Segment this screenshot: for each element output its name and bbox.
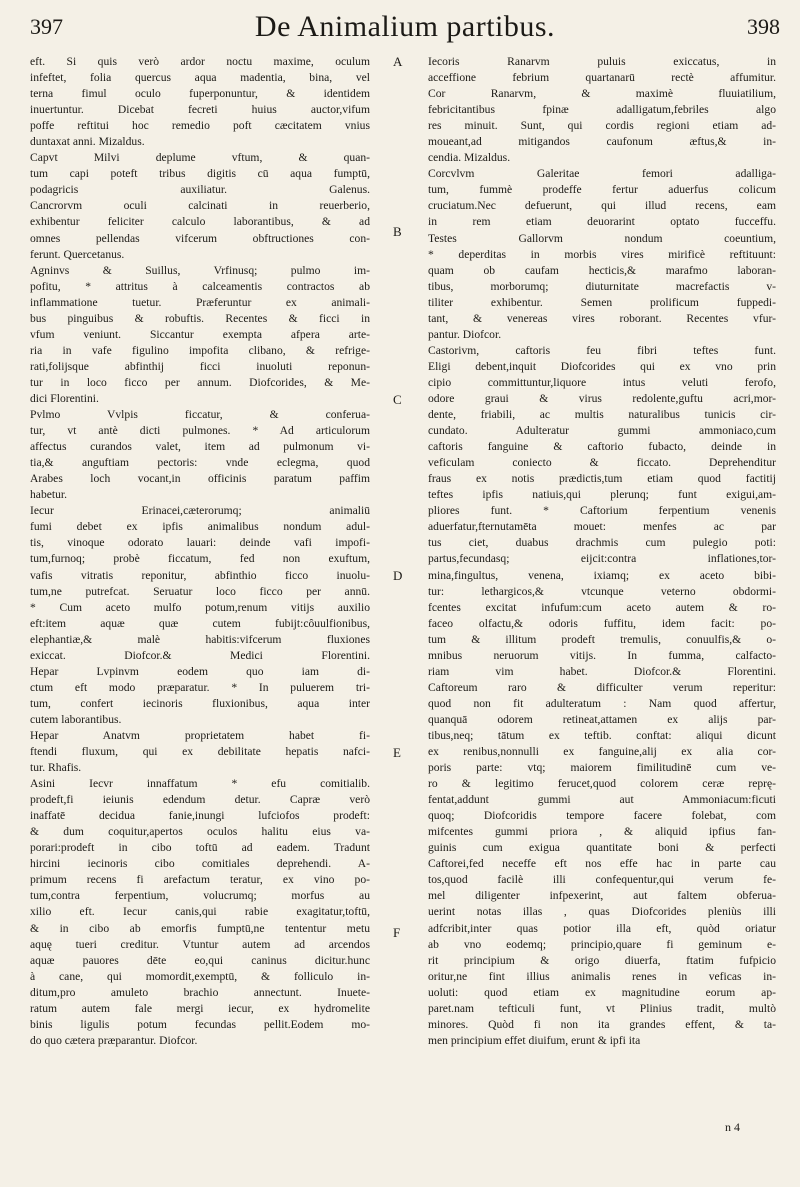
text-line: fcentes excitat infufum:cum aceto autem & ro-	[428, 600, 776, 614]
text-line: Testes Gallorvm nondum coeuntium,	[428, 231, 776, 245]
text-line: tur. Rhafis.	[30, 761, 82, 775]
text-line: men principium effet diuifum, erunt & ipfi ita	[428, 1033, 641, 1047]
text-line: cendia. Mizaldus.	[428, 151, 511, 165]
margin-letter: B	[393, 224, 402, 239]
text-line: à cane, qui momordit,exemptū, & folliculo in-	[30, 969, 370, 983]
text-line: tant, & venereas vires roborant. Recentes vfur-	[428, 311, 776, 325]
text-line: faceo olfactu,& odoris fuffitu, idem facit: po-	[428, 616, 776, 630]
text-line: tur: lethargicos,& vtcunque veterno obdormi-	[428, 584, 776, 598]
page-title: De Animalium partibus.	[254, 10, 556, 43]
text-line: fumi debet ex ipfis animalibus nondum adul-	[30, 520, 370, 534]
running-header	[30, 10, 780, 44]
right-text-column	[428, 54, 776, 1049]
margin-letter: E	[393, 745, 401, 760]
text-line: Capvt Milvi deplume vftum, & quan-	[30, 151, 370, 165]
text-line: Arabes loch vocant,in officinis paratum paffim	[30, 472, 370, 486]
text-line: poffe reftitui hoc remedio poft cæcitatem vnius	[30, 119, 370, 133]
text-line: ctum eft modo præparatur. * In puluerem tri-	[30, 680, 370, 694]
text-line: xilio eft. Iecur canis,qui rabie exagitatur,toftū,	[30, 905, 370, 919]
text-line: & in cibo ab emorfis fumptū,ne tententur metu	[30, 921, 370, 935]
text-line: podagricis auxiliatur. Galenus.	[30, 183, 370, 197]
text-line: Cor Ranarvm, & maximè fluuiatilium,	[428, 87, 776, 101]
text-line: tiliter exhibentur. Semen prolificum fuppedi-	[428, 295, 776, 309]
text-line: tibus,neq; tātum ex teftib. conftat: aliqui dicunt	[428, 728, 776, 742]
text-line: Agninvs & Suillus, Vrfinusq; pulmo im-	[30, 263, 370, 277]
text-line: affectus curandos valet, item ad pulmonum vi-	[30, 440, 370, 454]
text-line: exhibentur feliciter calculo laborantibus, & ad	[30, 215, 370, 229]
text-line: guinis cum exigua quantitate boni & perfecti	[428, 841, 776, 855]
text-line: oritur,ne fint illius animalis renes in veficas in-	[428, 969, 776, 983]
text-line: mifcentes gummi priora , & aliquid ipfius fan-	[428, 825, 776, 839]
text-line: quanquā odorem retineat,attamen ex alijs par-	[428, 712, 776, 726]
text-line: Iecur Erinacei,cæterorumq; animaliū	[30, 504, 370, 518]
text-line: mnibus neruorum vitijs. In fumma, calfacto-	[428, 648, 776, 662]
text-line: porari:prodeft in cibo toftū ad eadem. Tradunt	[30, 841, 370, 855]
text-line: tum,ne putrefcat. Seruatur loco ficco per annū.	[30, 584, 370, 598]
text-line: tum capi poteft tribus digitis cū aqua fumptū,	[30, 167, 370, 181]
text-line: ditum,pro amuleto brachio annectunt. Inuete-	[30, 985, 370, 999]
text-line: Hepar Anatvm proprietatem habet fi-	[30, 728, 370, 742]
margin-section-letters	[393, 54, 415, 954]
text-line: elephantiæ,& malè habitis:vifcerum fluxiones	[30, 632, 370, 646]
catchword: n 4	[725, 1120, 740, 1134]
text-line: tibus, morborumq; diuturnitate macrefactis v-	[428, 279, 776, 293]
text-line: eft. Si quis verò ardor noctu maxime, oculum	[30, 55, 370, 68]
text-line: fentat,addunt gummi aut Ammoniacum:ficuti	[428, 793, 776, 807]
text-line: cipio committuntur,liquore intus veluti ferofo,	[428, 375, 776, 389]
text-line: tur in loco ficco per annum. Diofcorides, & Me-	[30, 375, 370, 389]
text-line: tus ciet, duabus drachmis cum pulegio poti:	[428, 536, 776, 550]
text-line: moueant,ad mitigandos caufonum æftus,& in-	[428, 135, 776, 149]
text-line: res minuit. Sunt, qui cordis regioni etiam ad-	[428, 119, 776, 133]
text-line: adfcribit,inter quas potior illa eft, quòd oriatur	[428, 921, 776, 935]
text-line: Caftorei,fed neceffe eft nos effe hac in parte cau	[428, 857, 776, 871]
text-line: Iecoris Ranarvm puluis exiccatus, in	[428, 55, 776, 68]
text-line: do quo cætera præparantur. Diofcor.	[30, 1033, 198, 1047]
text-line: ab vno eodemq; principio,quare fi geminum e-	[428, 937, 776, 951]
text-line: inuertuntur. Dicebat fecreti huius auctor,vifum	[30, 103, 370, 117]
text-line: Corcvlvm Galeritae femori adalliga-	[428, 167, 776, 181]
text-line: pofitu, * attritus à calceamentis contractos ab	[30, 279, 370, 293]
text-line: teftes ipfis natiuis,qui plerunq; funt exigui,am-	[428, 488, 776, 502]
text-line: aduerfatur,fternutamēta mouet: menfes ac par	[428, 520, 776, 534]
text-line: inflammatione tuetur. Præferuntur ex animali-	[30, 295, 370, 309]
text-line: tum, fummè prodeffe fertur aduerfus colicum	[428, 183, 776, 197]
text-line: vafis vitratis reponitur, abfinthio ficco inuolu-	[30, 568, 370, 582]
text-line: mel diligenter infpexerint, aut faltem obferua-	[428, 889, 776, 903]
text-line: ro & legitimo ferucet,quod colorem ceræ reprę-	[428, 777, 776, 791]
margin-letter: F	[393, 925, 401, 940]
page-number-left: 397	[30, 14, 63, 39]
text-line: in rem etiam deuorarint optato fucceffu.	[428, 215, 776, 229]
text-line: * deperditas in morbis vires mirificè reftituunt:	[428, 247, 776, 261]
text-line: fraus ex notis prædictis,tum etiam quod factitij	[428, 472, 776, 486]
text-line: eft:item aquæ quæ cutem fubijt:côuulfionibus,	[30, 616, 370, 630]
text-line: riam vim habet. Diofcor.& Florentini.	[428, 664, 776, 678]
text-line: tum,contra ferpentium, volucrumq; morfus au	[30, 889, 370, 903]
text-line: acceffione febrium quartanarū rectè affumitur.	[428, 71, 776, 85]
text-line: prodeft,fi ieiunis edendum detur. Capræ verò	[30, 793, 370, 807]
text-line: inaffatē decidua fanie,inungi lufciofos prodeft:	[30, 809, 370, 823]
text-line: rit principium & origo diuerfa, ftatim fufpicio	[428, 953, 776, 967]
text-line: tur, vt antè dicti pulmones. * Ad articulorum	[30, 424, 370, 438]
text-line: tum,furnoq; probè ficcatum, fed non exuftum,	[30, 552, 370, 566]
text-line: binis ligulis potum fecundas pellit.Eodem mo-	[30, 1017, 370, 1031]
page-number-right: 398	[747, 14, 780, 39]
text-line: habetur.	[30, 488, 68, 502]
text-line: pliores funt. * Caftorium ferpentium venenis	[428, 504, 776, 518]
text-line: bus pinguibus & robuftis. Recentes & ficci in	[30, 311, 370, 325]
margin-letter: D	[393, 568, 403, 583]
text-line: paret.nam tefticuli funt, vt Plinius tradit, multò	[428, 1001, 776, 1015]
text-line: omnes pellendas vifcerum obftructiones con-	[30, 231, 370, 245]
text-line: & dum coquitur,apertos oculos halitu eius va-	[30, 825, 370, 839]
text-line: ratum autem fale mergi iecur, ex hydromelite	[30, 1001, 370, 1015]
text-line: terna fimul oculo fuperponuntur, & identidem	[30, 87, 370, 101]
text-line: aquę tueri creditur. Vtuntur autem ad arcendos	[30, 937, 370, 951]
text-line: partus,fecundasq; eijcit:contra inflationes,tor-	[428, 552, 776, 566]
margin-letter: A	[393, 54, 403, 69]
text-line: aquæ pauores dēte eo,qui caninus dicitur.hunc	[30, 953, 370, 967]
text-line: Eligi debent,inquit Diofcorides qui ex vno prin	[428, 359, 776, 373]
text-line: tum, confert iecinoris fluxionibus, aqua inter	[30, 696, 370, 710]
text-line: poris parte: vtq; maiorem fimilitudinē cum ve-	[428, 761, 776, 775]
text-line: mina,fingultus, venena, ixiamq; ex aceto bibi-	[428, 568, 776, 582]
text-line: Asini Iecvr innaffatum * efu comitialib.	[30, 777, 370, 791]
text-line: infeftet, folia quercus aqua madentia, bina, vel	[30, 71, 370, 85]
text-line: exiccat. Diofcor.& Medici Florentini.	[30, 648, 370, 662]
text-line: cundato. Adulteratur gummi ammoniaco,cum	[428, 424, 776, 438]
text-line: veficulam coniecto & ficcato. Deprehenditur	[428, 456, 776, 470]
text-line: Castorivm, caftoris feu fibri teftes funt.	[428, 343, 776, 357]
text-line: rati,folijsque abfinthij ficci inuoluti reponun-	[30, 359, 370, 373]
text-line: tos,quod facilè illi confequentur,qui verum fe-	[428, 873, 776, 887]
text-line: vfum veniunt. Siccantur exempta afpera arte-	[30, 327, 370, 341]
text-line: cutem laborantibus.	[30, 712, 122, 726]
text-line: uoluti: quod etiam ex magnitudine eorum ap-	[428, 985, 776, 999]
text-line: uerint notas illas , quas Diofcorides pleniùs illi	[428, 905, 776, 919]
text-line: primum recens fi arefactum teratur, ex vino po-	[30, 873, 370, 887]
text-line: Hepar Lvpinvm eodem quo iam di-	[30, 664, 370, 678]
text-line: ferunt. Quercetanus.	[30, 247, 125, 261]
text-line: dente, friabili, ac multis naturalibus tunicis cir-	[428, 408, 776, 422]
text-line: odore graui & virus redolente,guftu acri,mor-	[428, 391, 776, 405]
text-line: Cancrorvm oculi calcinati in reuerberio,	[30, 199, 370, 213]
text-line: tis, vinoque odorato lauari: deinde vafi impofi-	[30, 536, 370, 550]
margin-letter: C	[393, 392, 402, 407]
text-line: Caftoreum raro & difficulter verum reperitur:	[428, 680, 776, 694]
text-line: pantur. Diofcor.	[428, 327, 502, 341]
text-line: quod non fit adulteratum : Nam quod affertur,	[428, 696, 776, 710]
text-line: quam ob caufam hecticis,& marafmo laboran-	[428, 263, 776, 277]
text-line: ftendi fluxum, qui ex debilitate hepatis nafci-	[30, 745, 370, 759]
text-line: tum & illitum prodeft tremulis, conuulfis,& o-	[428, 632, 776, 646]
text-line: febricitantibus fpinæ adalligatum,febriles algo	[428, 103, 776, 117]
text-line: minores. Quòd fi non ita grandes effent, & ta-	[428, 1017, 776, 1031]
text-line: hircini iecinoris cibo comitiales deprehendi. A-	[30, 857, 370, 871]
text-line: * Cum aceto mulfo potum,renum vitijs auxilio	[30, 600, 370, 614]
left-text-column	[30, 54, 370, 1049]
text-line: ria in vafe figulino impofita clibano, & refrige-	[30, 343, 370, 357]
text-line: ex renibus,nonnulli ex fanguine,alij ex alia cor-	[428, 745, 776, 759]
text-line: Pvlmo Vvlpis ficcatur, & conferua-	[30, 408, 370, 422]
text-line: tia,& anguftiam pectoris: vnde eclegma, quod	[30, 456, 370, 470]
text-line: cruciatum.Nec defuerunt, qui illud recens, eam	[428, 199, 776, 213]
text-line: quoq; Diofcoridis tempore facere folebat, com	[428, 809, 776, 823]
text-line: caftoris fanguine & caftorio fubacto, deinde in	[428, 440, 776, 454]
text-line: dici Florentini.	[30, 391, 99, 405]
text-line: duntaxat anni. Mizaldus.	[30, 135, 145, 149]
